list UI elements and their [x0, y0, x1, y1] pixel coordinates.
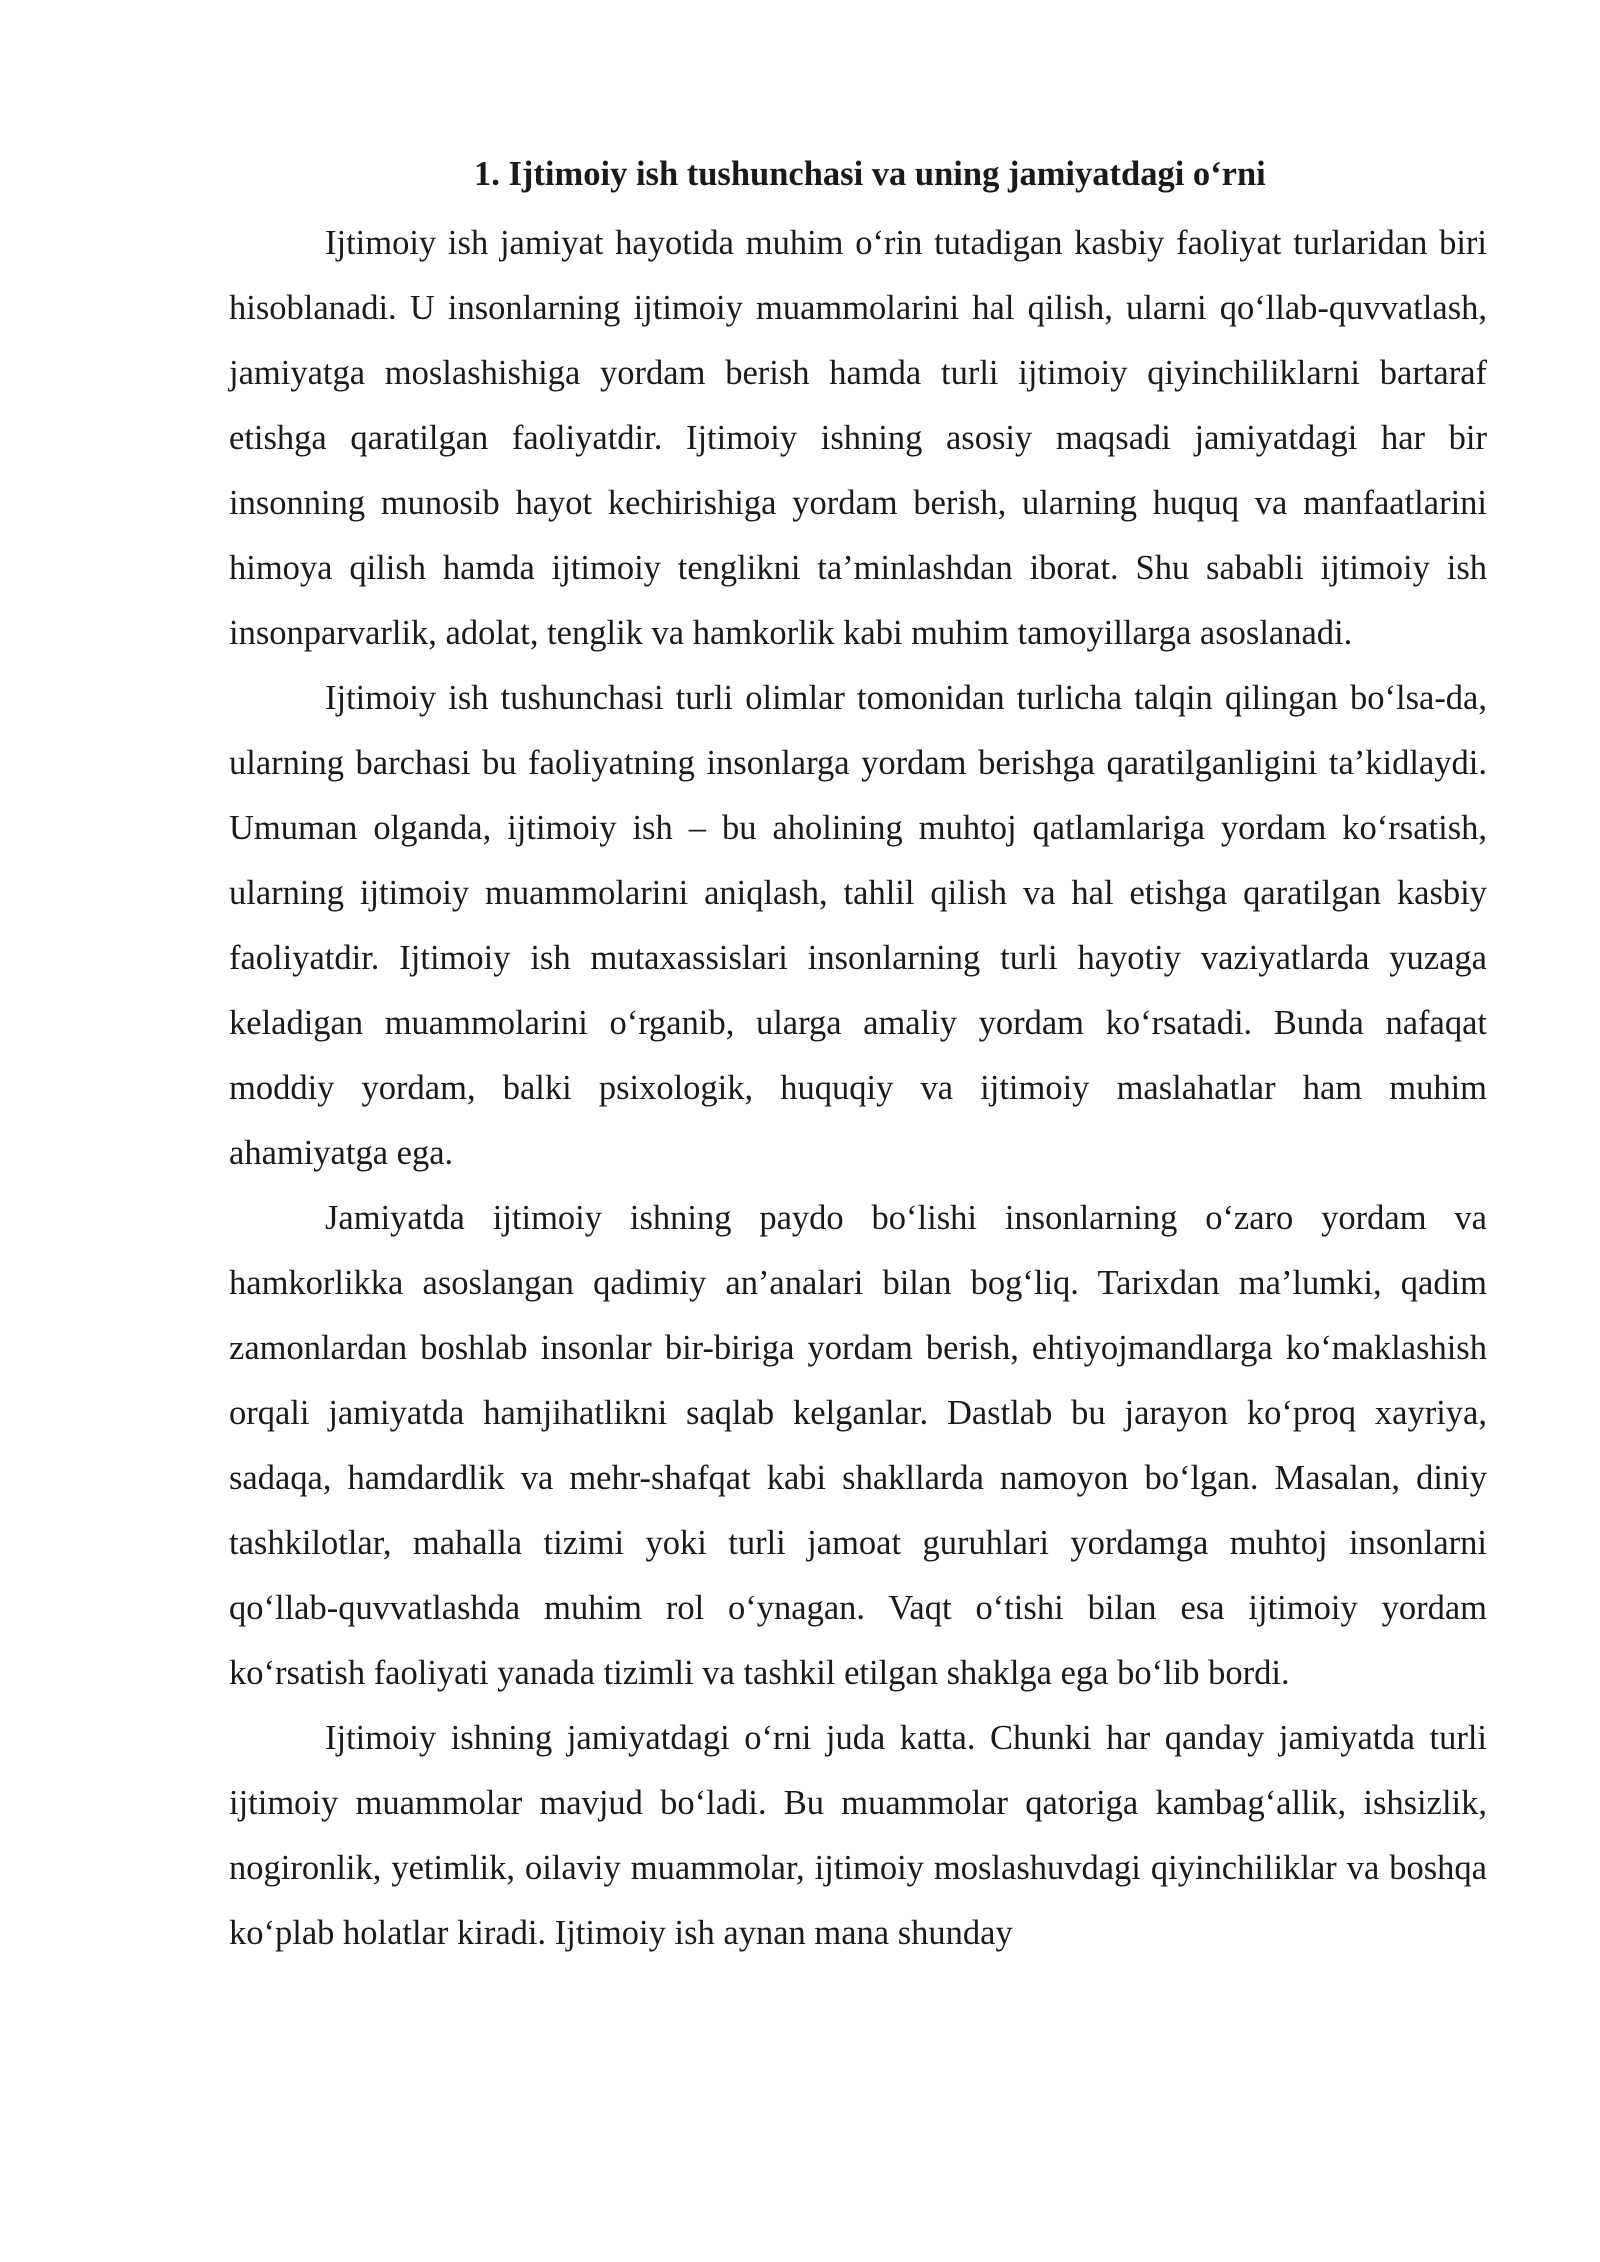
paragraph: Jamiyatda ijtimoiy ishning paydo bo‘lishi insonlarning o‘zaro yordam va hamkorlikka asoslangan qadimiy an’analari bilan bog‘liq. Tarixdan ma’lumki, qadim zamonlardan boshlab insonlar bir-biriga yordam berish, ehtiyojmandlarga ko‘maklashish orqali jamiyatda hamjihatlikni saqlab kelganlar. Dastlab bu jarayon ko‘proq xayriya, sadaqa, hamdardlik va mehr-shafqat kabi shakllarda namoyon bo‘lgan. Masalan, diniy tashkilotlar, mahalla tizimi yoki turli jamoat guruhlari yordamga muhtoj insonlarni qo‘llab-quvvatlashda muhim rol o‘ynagan. Vaqt o‘tishi bilan esa ijtimoiy yordam ko‘rsatish faoliyati yanada tizimli va tashkil etilgan shaklga ega bo‘lib bordi.: [229, 1199, 1487, 1692]
document-body: [229, 150, 1487, 1966]
paragraph: Ijtimoiy ish tushunchasi turli olimlar tomonidan turlicha talqin qilingan bo‘lsa-da, ularning barchasi bu faoliyatning insonlarga yordam berishga qaratilganligini ta’kidlaydi. Umuman olganda, ijtimoiy ish – bu aholining muhtoj qatlamlariga yordam ko‘rsatish, ularning ijtimoiy muammolarini aniqlash, tahlil qilish va hal etishga qaratilgan kasbiy faoliyatdir. Ijtimoiy ish mutaxassislari insonlarning turli hayotiy vaziyatlarda yuzaga keladigan muammolarini o‘rganib, ularga amaliy yordam ko‘rsatadi. Bunda nafaqat moddiy yordam, balki psixologik, huquqiy va ijtimoiy maslahatlar ham muhim ahamiyatga ega.: [229, 679, 1487, 1172]
section-heading: 1. Ijtimoiy ish tushunchasi va uning jamiyatdagi o‘rni: [474, 155, 1266, 193]
paragraph: Ijtimoiy ish jamiyat hayotida muhim o‘rin tutadigan kasbiy faoliyat turlaridan biri hisoblanadi. U insonlarning ijtimoiy muammolarini hal qilish, ularni qo‘llab-quvvatlash, jamiyatga moslashishiga yordam berish hamda turli ijtimoiy qiyinchiliklarni bartaraf etishga qaratilgan faoliyatdir. Ijtimoiy ishning asosiy maqsadi jamiyatdagi har bir insonning munosib hayot kechirishiga yordam berish, ularning huquq va manfaatlarini himoya qilish hamda ijtimoiy tenglikni ta’minlashdan iborat. Shu sababli ijtimoiy ish insonparvarlik, adolat, tenglik va hamkorlik kabi muhim tamoyillarga asoslanadi.: [229, 224, 1487, 652]
paragraph: Ijtimoiy ishning jamiyatdagi o‘rni juda katta. Chunki har qanday jamiyatda turli ijtimoiy muammolar mavjud bo‘ladi. Bu muammolar qatoriga kambag‘allik, ishsizlik, nogironlik, yetimlik, oilaviy muammolar, ijtimoiy moslashuvdagi qiyinchiliklar va boshqa ko‘plab holatlar kiradi. Ijtimoiy ish aynan mana shunday: [229, 1719, 1487, 1952]
